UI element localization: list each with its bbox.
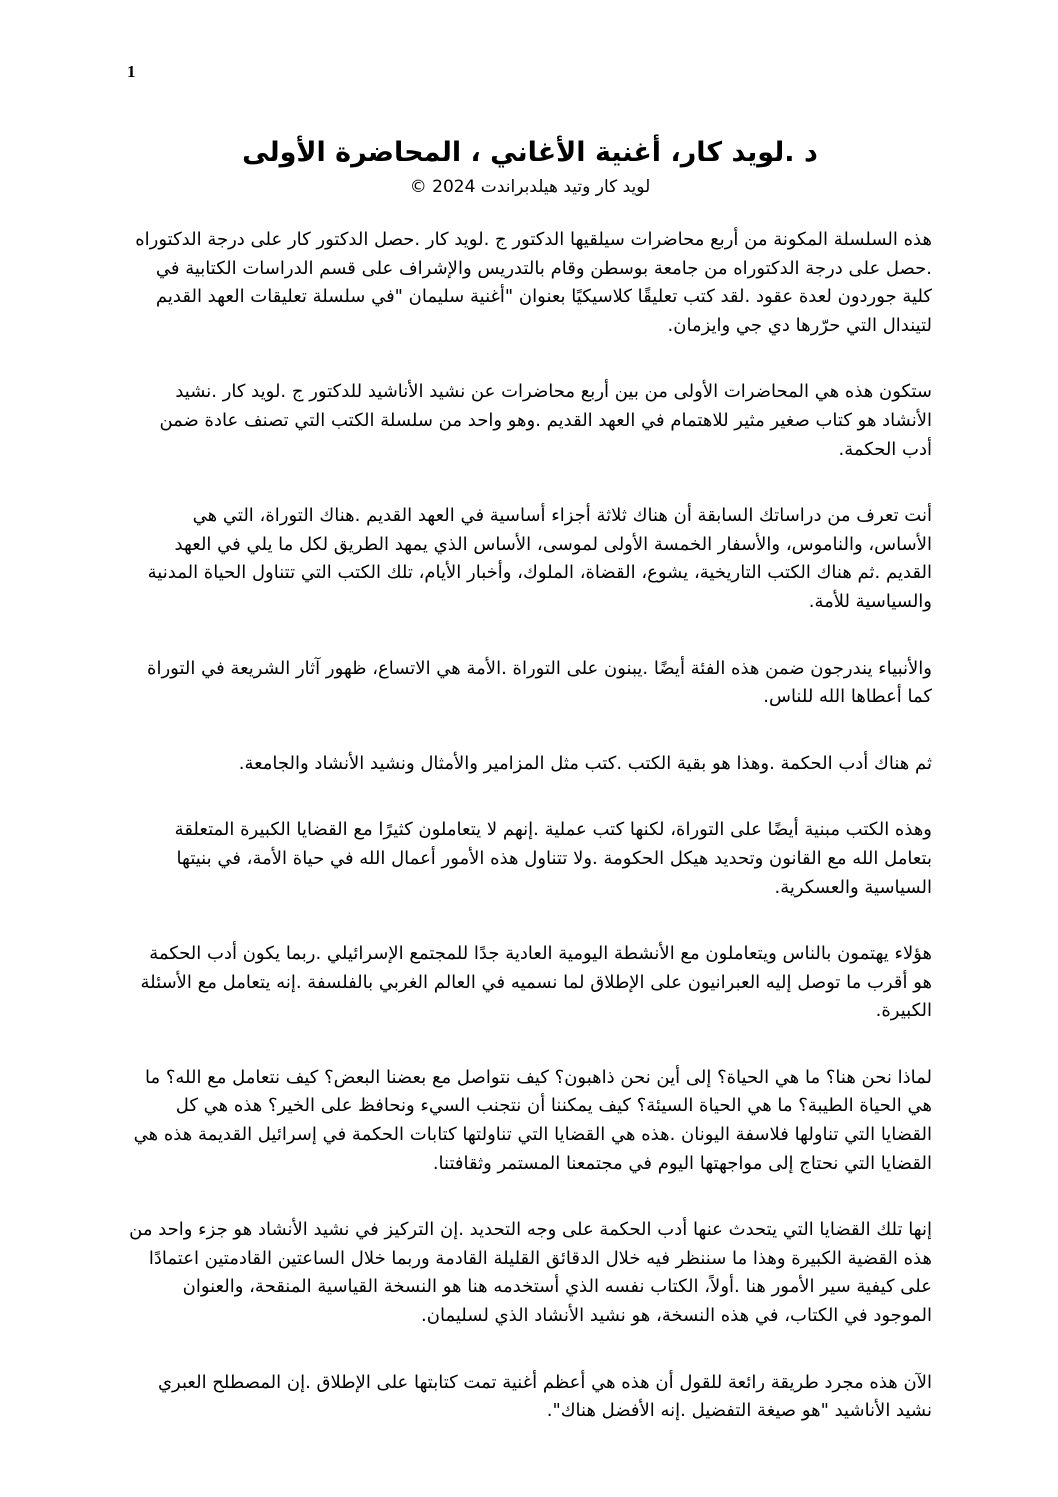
paragraph-5: ثم هناك أدب الحكمة .وهذا هو بقية الكتب .كتب مثل المزامير والأمثال ونشيد الأنشاد والجامعة. (238, 752, 932, 774)
paragraph-4: والأنبياء يندرجون ضمن هذه الفئة أيضًا .يبنون على التوراة .الأمة هي الاتساع، ظهور آثار الشريعة في التوراة كما أعطاها الله للناس. (147, 657, 932, 708)
document-title: د .لويد كار، أغنية الأغاني ، المحاضرة الأولى (242, 137, 818, 168)
paragraph-2: ستكون هذه هي المحاضرات الأولى من بين أربع محاضرات عن نشيد الأناشيد للدكتور ج .لويد كار .نشيد الأنشاد هو كتاب صغير مثير للاهتمام في العهد القديم .وهو واحد من سلسلة الكتب التي تصنف عادة ضمن أدب الحكمة. (159, 381, 932, 460)
paragraph-3: أنت تعرف من دراساتك السابقة أن هناك ثلاثة أجزاء أساسية في العهد القديم .هناك التوراة، التي هي الأساس، والناموس، والأسفار الخمسة الأولى لموسى، الأساس الذي يمهد الطريق لكل ما يلي في العهد القديم .ثم هناك الكتب التاريخية، يشوع، القضاة، الملوك، وأخبار الأيام، تلك الكتب التي تتناول الحياة المدنية والسياسية للأمة. (147, 505, 932, 612)
paragraph-8: لماذا نحن هنا؟ ما هي الحياة؟ إلى أين نحن ذاهبون؟ كيف نتواصل مع بعضنا البعض؟ كيف نتعامل مع الله؟ ما هي الحياة الطيبة؟ ما هي الحياة السيئة؟ كيف يمكننا أن نتجنب السيء ونحافظ على الخير؟ هذه هي كل القضايا التي تناولها فلاسفة اليونان .هذه هي القضايا التي تناولتها كتابات الحكمة في إسرائيل القديمة هذه هي القضايا التي نحتاج إلى مواجهتها اليوم في مجتمعنا المستمر وثقافتنا. (133, 1066, 932, 1174)
paragraph-7: هؤلاء يهتمون بالناس ويتعاملون مع الأنشطة اليومية العادية جدًا للمجتمع الإسرائيلي .ربما يكون أدب الحكمة هو أقرب ما توصل إليه العبرانيون على الإطلاق لما نسميه في العالم الغربي بالفلسفة .إنه يتعامل مع الأسئلة الكبيرة. (140, 943, 932, 1022)
copyright-subtitle: لويد كار وتيد هيلدبراندت 2024 © (409, 177, 651, 197)
document-body (127, 226, 932, 1464)
paragraph-9: إنها تلك القضايا التي يتحدث عنها أدب الحكمة على وجه التحديد .إن التركيز في نشيد الأنشاد هو جزء واحد من هذه القضية الكبيرة وهذا ما سننظر فيه خلال الدقائق القليلة القادمة وربما خلال الساعتين القادمتين اعتمادًا على كيفية سير الأمور هنا .أولاً، الكتاب نفسه الذي أستخدمه هنا هو النسخة القياسية المنقحة، والعنوان الموجود في الكتاب، في هذه النسخة، هو نشيد الأنشاد الذي لسليمان. (129, 1219, 932, 1327)
paragraph-6: وهذه الكتب مبنية أيضًا على التوراة، لكنها كتب عملية .إنهم لا يتعاملون كثيرًا مع القضايا الكبيرة المتعلقة بتعامل الله مع القانون وتحديد هيكل الحكومة .ولا تتناول هذه الأمور أعمال الله في حياة الأمة، في بنيتها السياسية والعسكرية. (174, 819, 932, 898)
paragraph-10: الآن هذه مجرد طريقة رائعة للقول أن هذه هي أعظم أغنية تمت كتابتها على الإطلاق .إن المصطلح العبري نشيد الأناشيد "هو صيغة التفضيل .إنه الأفضل هناك". (157, 1371, 932, 1422)
page-number: 1 (127, 62, 136, 81)
paragraph-1: هذه السلسلة المكونة من أربع محاضرات سيلقيها الدكتور ج .لويد كار .حصل الدكتور كار على درجة الدكتوراه .حصل على درجة الدكتوراه من جامعة بوسطن وقام بالتدريس والإشراف على قسم الدراسات الكتابية في كلية جوردون لعدة عقود .لقد كتب تعليقًا كلاسيكيًا بعنوان "أغنية سليمان "في سلسلة تعليقات العهد القديم لتيندال التي حرّرها دي جي وايزمان. (135, 229, 932, 336)
